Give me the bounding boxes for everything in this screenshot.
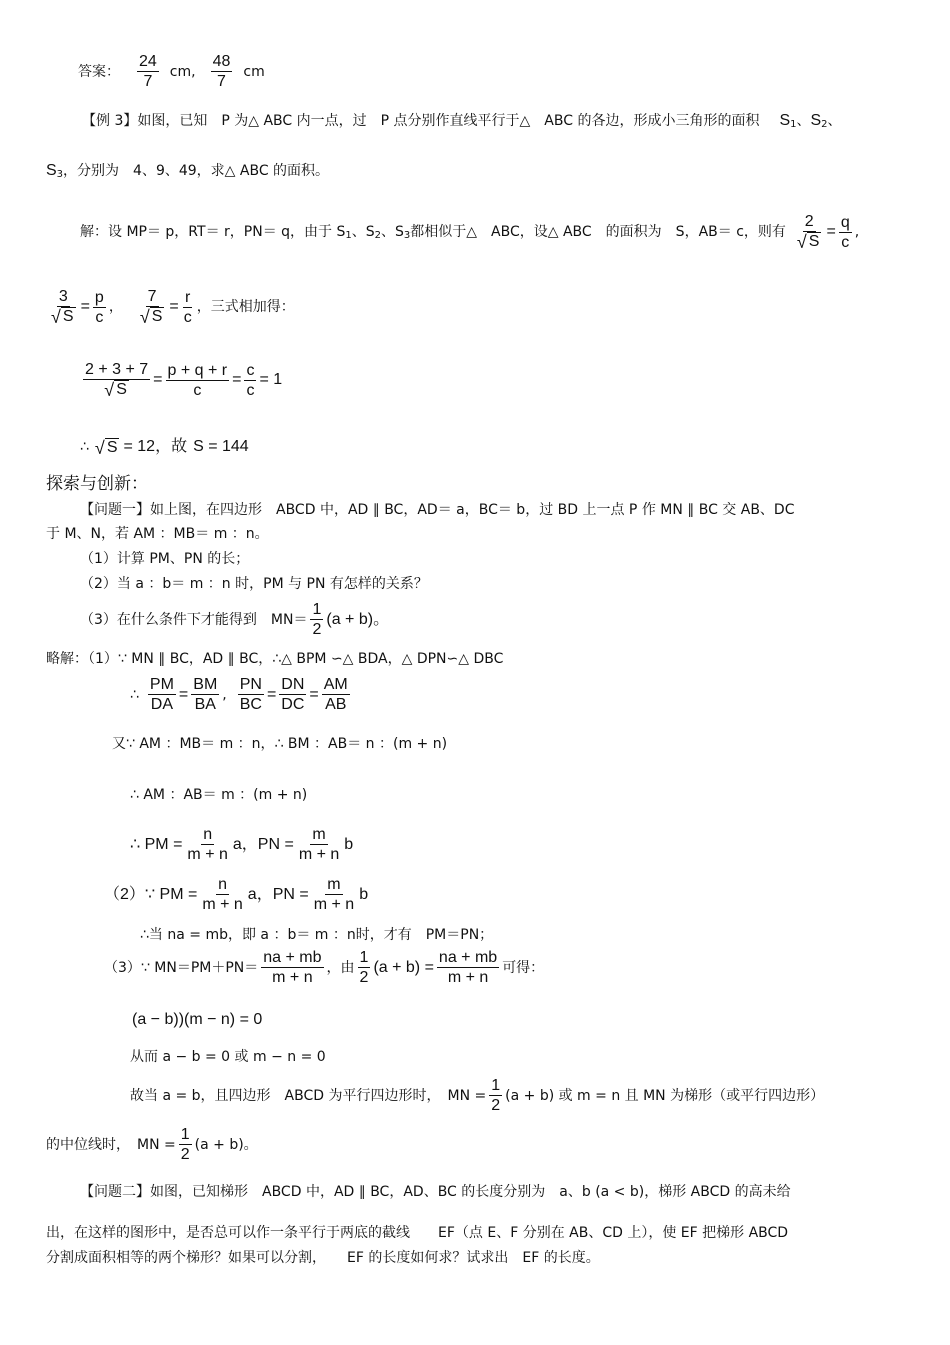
fraction-q-over-c: $\frac{q}{c}$	[840, 213, 850, 251]
brief-line5: ∴ PM = $\frac{n}{m + n}$ a，PN = $\frac{m}{m + n}$ b	[130, 826, 354, 864]
problem2-line2: 出，在这样的图形中，是否总可以作一条平行于两底的截线 EF（点 E、F 分别在 AB、CD 上），使 EF 把梯形 ABCD	[46, 1225, 789, 1241]
problem1-line1: 【问题一】如上图，在四边形 ABCD 中，AD ∥ BC，AD＝ a，BC＝ b，过 BD 上一点 P 作 MN ∥ BC 交 AB、DC	[80, 502, 795, 518]
answer-label: 答案：	[78, 63, 120, 80]
fraction-pn-bc: $\frac{PN}{BC}$	[239, 676, 262, 714]
fraction-dn-dc: $\frac{DN}{DC}$	[281, 676, 305, 714]
problem2-line3: 分割成面积相等的两个梯形？如果可以分割， EF 的长度如何求？试求出 EF 的长度。	[46, 1250, 600, 1266]
example3-line2: S 3 ，分别为 4、9、49，求△ ABC 的面积。	[46, 162, 330, 180]
brief-line7: ∴当 na = mb，即 a ：b＝ m ：n时，才有 PM＝PN；	[140, 927, 494, 943]
brief-line9: (a − b))(m − n) = 0	[132, 1011, 263, 1028]
fraction-namb-over-mn-2: $\frac{na + mb}{m + n}$	[438, 949, 498, 987]
sum-equation: 2 + 3 + 7 √ S = $\frac{p + q + r}{c}$ = $\frac{c}{c}$ = 1	[85, 361, 283, 400]
brief-line2: ∴ $\frac{PM}{DA}$ = $\frac{BM}{BA}$ , $\frac{PN}{BC}$ = $\frac{DN}{DC}$ = $\frac{AM}{AB}$	[130, 676, 348, 714]
fraction-n-over-mn: $\frac{n}{m + n}$	[187, 826, 228, 864]
fraction-n-over-mn-2: $\frac{n}{m + n}$	[202, 876, 243, 914]
brief-line12: 的中位线时， MN = $\frac{1}{2}$ (a + b)。	[46, 1126, 258, 1164]
brief-line11: 故当 a = b，且四边形 ABCD 为平行四边形时， MN = $\frac{1}{2}$ (a + b) 或 m = n 且 MN 为梯形（或平行四边形）	[130, 1077, 825, 1115]
fraction-p-over-c: $\frac{p}{c}$	[94, 288, 104, 326]
brief-line8: （3）∵ MN＝PM＋PN＝ $\frac{na + mb}{m + n}$ ，由 $\frac{1}{2}$ (a + b) = $\frac{na + mb}{m + n}$ 可得：	[104, 949, 545, 987]
fraction-3-over-root-s: 3 √ S	[51, 288, 74, 327]
fraction-7-over-root-s: 7 √ S	[139, 288, 163, 327]
problem1-item2: （2）当 a ：b＝ m ：n 时，PM 与 PN 有怎样的关系？	[80, 576, 428, 592]
brief-line3: 又∵ AM ：MB＝ m ：n，∴ BM ：AB＝ n ：(m + n)	[112, 736, 448, 752]
answer-fraction-2: $\frac{48}{7}$	[212, 53, 231, 91]
fraction-c-over-c: $\frac{c}{c}$	[246, 361, 255, 399]
solution-line1: 解：设 MP＝ p，RT＝ r，PN＝ q，由于 S 1 、S 2 、S 3 都相似于△ ABC，设△ ABC 的面积为 S，AB＝ c，则有 2 √ S = $\frac{q}{c}$ ,	[80, 213, 860, 252]
fraction-sum-over-root-s: 2 + 3 + 7 √ S	[85, 361, 149, 400]
fraction-half-2: $\frac{1}{2}$	[359, 949, 369, 987]
fraction-half-4: $\frac{1}{2}$	[180, 1126, 190, 1164]
fraction-r-over-c: $\frac{r}{c}$	[183, 288, 192, 326]
brief-line6: （2）∵ PM = $\frac{n}{m + n}$ a，PN = $\frac{m}{m + n}$ b	[104, 876, 369, 914]
problem1-item1: （1）计算 PM、PN 的长；	[80, 551, 250, 567]
fraction-pm-da: $\frac{PM}{DA}$	[149, 676, 174, 714]
brief-line1: 略解：（1）∵ MN ∥ BC，AD ∥ BC，∴△ BPM ∽△ BDA，△ DPN∽△ DBC	[46, 651, 504, 667]
fraction-bm-ba: $\frac{BM}{BA}$	[193, 676, 218, 714]
conclusion-line: ∴ √ S = 12，故 S = 144	[80, 437, 249, 458]
example3-line1: 【例 3】如图，已知 P 为△ ABC 内一点，过 P 点分别作直线平行于△ ABC 的各边，形成小三角形的面积 S 1 、 S 2 、	[82, 112, 842, 130]
fraction-namb-over-mn: $\frac{na + mb}{m + n}$	[263, 949, 322, 987]
fraction-half: $\frac{1}{2}$	[312, 601, 322, 639]
problem1-line2: 于 M、N，若 AM ：MB＝ m ：n。	[46, 526, 269, 542]
fraction-m-over-mn-2: $\frac{m}{m + n}$	[313, 876, 355, 914]
problem2-line1: 【问题二】如图，已知梯形 ABCD 中，AD ∥ BC，AD、BC 的长度分别为 a、b (a < b)，梯形 ABCD 的高未给	[80, 1184, 791, 1200]
fraction-half-3: $\frac{1}{2}$	[491, 1077, 501, 1115]
fraction-m-over-mn: $\frac{m}{m + n}$	[298, 826, 340, 864]
brief-line10: 从而 a − b = 0 或 m − n = 0	[130, 1049, 326, 1065]
fraction-pqr-over-c: $\frac{p + q + r}{c}$	[167, 361, 228, 399]
answer-fraction-1: $\frac{24}{7}$	[139, 53, 157, 91]
fraction-2-over-root-s: 2 √ S	[796, 213, 820, 252]
problem1-item3: （3）在什么条件下才能得到 MN＝ $\frac{1}{2}$ (a + b)。	[80, 601, 390, 639]
fraction-am-ab: $\frac{AM}{AB}$	[323, 676, 348, 714]
answer-line: 答案： $\frac{24}{7}$ cm, $\frac{48}{7}$ cm	[78, 53, 265, 91]
section-heading: 探索与创新：	[46, 474, 148, 494]
brief-line4: ∴ AM ：AB＝ m ：(m + n)	[130, 787, 308, 803]
solution-line2: 3 √ S = $\frac{p}{c}$ ， 7 √ S = $\frac{r}{c}$ ，三式相加得：	[51, 288, 295, 327]
